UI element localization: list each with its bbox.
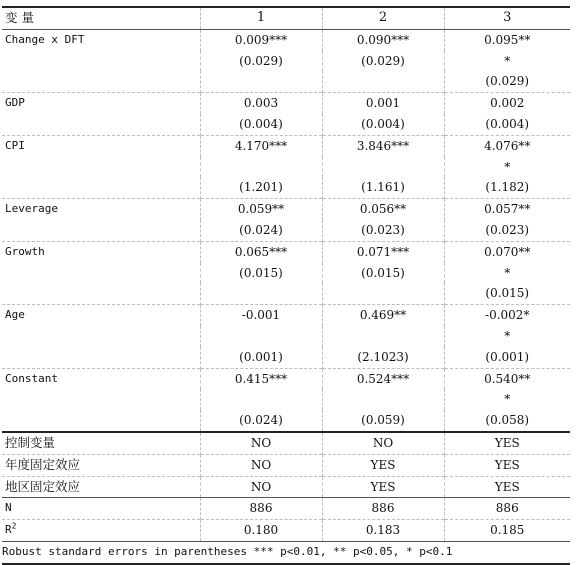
coef-cell: -0.001 bbox=[200, 305, 322, 326]
coef-cell: (0.004) bbox=[322, 114, 444, 135]
table-row bbox=[2, 29, 570, 50]
control-cell: YES bbox=[322, 476, 444, 498]
coef-cell: 0.524*** bbox=[322, 368, 444, 389]
variable-label-blank bbox=[2, 177, 200, 198]
control-cell: NO bbox=[200, 476, 322, 498]
coef-cell: 0.002 bbox=[444, 93, 570, 114]
variable-label-blank bbox=[2, 114, 200, 135]
coef-cell: 0.056** bbox=[322, 199, 444, 220]
coef-cell: 4.170*** bbox=[200, 135, 322, 156]
coef-cell: 0.090*** bbox=[322, 29, 444, 50]
coef-cell: 0.065*** bbox=[200, 241, 322, 262]
coef-cell: (0.058) bbox=[444, 410, 570, 432]
coef-cell: (0.059) bbox=[322, 410, 444, 432]
header-col-1: 1 bbox=[200, 7, 322, 29]
variable-label-blank bbox=[2, 263, 200, 284]
table-row bbox=[2, 199, 570, 220]
coef-cell: 0.469** bbox=[322, 305, 444, 326]
coef-cell: (0.001) bbox=[200, 347, 322, 368]
coef-cell: (0.023) bbox=[322, 220, 444, 241]
stat-row bbox=[2, 520, 570, 542]
coef-cell: 0.540** bbox=[444, 368, 570, 389]
coef-cell: (1.161) bbox=[322, 177, 444, 198]
coef-cell: (0.015) bbox=[322, 263, 444, 284]
coef-cell: 0.059** bbox=[200, 199, 322, 220]
variable-label: Growth bbox=[2, 241, 200, 262]
control-cell: NO bbox=[322, 432, 444, 454]
stat-label-superscript: 2 bbox=[11, 521, 17, 531]
table-row bbox=[2, 326, 570, 347]
variable-label: Leverage bbox=[2, 199, 200, 220]
variable-label-blank bbox=[2, 157, 200, 178]
stat-cell: 886 bbox=[444, 498, 570, 520]
table-row bbox=[2, 241, 570, 262]
stat-cell: 0.180 bbox=[200, 520, 322, 542]
control-row bbox=[2, 454, 570, 476]
coef-cell: * bbox=[444, 263, 570, 284]
coef-cell bbox=[200, 326, 322, 347]
variable-label-blank bbox=[2, 71, 200, 92]
coef-cell: 0.057** bbox=[444, 199, 570, 220]
table-row bbox=[2, 410, 570, 432]
control-row bbox=[2, 432, 570, 454]
control-cell: NO bbox=[200, 432, 322, 454]
coef-cell bbox=[200, 157, 322, 178]
table-note: Robust standard errors in parentheses *** p<0.01, ** p<0.05, * p<0.1 bbox=[2, 541, 570, 563]
coef-cell: (1.201) bbox=[200, 177, 322, 198]
control-cell: YES bbox=[444, 454, 570, 476]
coef-cell: -0.002* bbox=[444, 305, 570, 326]
stat-cell: 886 bbox=[200, 498, 322, 520]
coef-cell bbox=[322, 283, 444, 304]
coef-cell: (0.024) bbox=[200, 410, 322, 432]
variable-label-blank bbox=[2, 389, 200, 410]
coef-cell: (1.182) bbox=[444, 177, 570, 198]
stat-label-cell bbox=[2, 520, 200, 542]
coef-cell: 0.071*** bbox=[322, 241, 444, 262]
variable-label: GDP bbox=[2, 93, 200, 114]
variable-label-blank bbox=[2, 51, 200, 72]
coef-cell: (0.024) bbox=[200, 220, 322, 241]
table-row bbox=[2, 347, 570, 368]
variable-label: CPI bbox=[2, 135, 200, 156]
table-row bbox=[2, 263, 570, 284]
coef-cell bbox=[322, 71, 444, 92]
variable-label-blank bbox=[2, 220, 200, 241]
coef-cell bbox=[200, 389, 322, 410]
coef-cell bbox=[322, 157, 444, 178]
table-row bbox=[2, 389, 570, 410]
stat-cell: 0.185 bbox=[444, 520, 570, 542]
control-label: 年度固定效应 bbox=[2, 454, 200, 476]
coef-cell bbox=[322, 389, 444, 410]
variable-label: Age bbox=[2, 305, 200, 326]
coef-cell bbox=[200, 71, 322, 92]
table-row bbox=[2, 71, 570, 92]
coef-cell: * bbox=[444, 389, 570, 410]
control-cell: YES bbox=[322, 454, 444, 476]
control-cell: YES bbox=[444, 476, 570, 498]
coef-cell: 0.095** bbox=[444, 29, 570, 50]
coef-cell: (0.015) bbox=[200, 263, 322, 284]
stat-cell: 0.183 bbox=[322, 520, 444, 542]
coef-cell: * bbox=[444, 157, 570, 178]
coef-cell: 4.076** bbox=[444, 135, 570, 156]
table-body bbox=[2, 7, 570, 564]
table-row bbox=[2, 135, 570, 156]
stat-cell: 886 bbox=[322, 498, 444, 520]
regression-table bbox=[2, 6, 570, 565]
coef-cell: 0.001 bbox=[322, 93, 444, 114]
coef-cell: (0.029) bbox=[200, 51, 322, 72]
coef-cell: (0.001) bbox=[444, 347, 570, 368]
header-col-2: 2 bbox=[322, 7, 444, 29]
coef-cell: 0.415*** bbox=[200, 368, 322, 389]
variable-label-blank bbox=[2, 410, 200, 432]
variable-label: Constant bbox=[2, 368, 200, 389]
table-row bbox=[2, 305, 570, 326]
coef-cell: (0.029) bbox=[322, 51, 444, 72]
variable-label-blank bbox=[2, 283, 200, 304]
control-label: 地区固定效应 bbox=[2, 476, 200, 498]
control-cell: YES bbox=[444, 432, 570, 454]
table-row bbox=[2, 51, 570, 72]
table-row bbox=[2, 283, 570, 304]
coef-cell: (0.004) bbox=[444, 114, 570, 135]
header-variable: 变 量 bbox=[2, 7, 200, 29]
coef-cell bbox=[322, 326, 444, 347]
variable-label: Change x DFT bbox=[5, 32, 85, 46]
control-row bbox=[2, 476, 570, 498]
coef-cell: 0.070** bbox=[444, 241, 570, 262]
coef-cell: * bbox=[444, 326, 570, 347]
stat-label: R bbox=[5, 523, 12, 537]
control-label: 控制变量 bbox=[2, 432, 200, 454]
stat-label: N bbox=[5, 501, 12, 515]
coef-cell: 3.846*** bbox=[322, 135, 444, 156]
table-row bbox=[2, 93, 570, 114]
stat-row bbox=[2, 498, 570, 520]
table-row bbox=[2, 114, 570, 135]
coef-cell: 0.009*** bbox=[200, 29, 322, 50]
coef-cell: 0.003 bbox=[200, 93, 322, 114]
header-col-3: 3 bbox=[444, 7, 570, 29]
variable-label-blank bbox=[2, 347, 200, 368]
table-row bbox=[2, 220, 570, 241]
control-cell: NO bbox=[200, 454, 322, 476]
coef-cell: * bbox=[444, 51, 570, 72]
table-row bbox=[2, 157, 570, 178]
coef-cell: (0.023) bbox=[444, 220, 570, 241]
table-row bbox=[2, 368, 570, 389]
coef-cell: (0.029) bbox=[444, 71, 570, 92]
note-row bbox=[2, 541, 570, 563]
header-row bbox=[2, 7, 570, 29]
coef-cell: (0.004) bbox=[200, 114, 322, 135]
coef-cell bbox=[200, 283, 322, 304]
coef-cell: (2.1023) bbox=[322, 347, 444, 368]
table-row bbox=[2, 177, 570, 198]
variable-label-blank bbox=[2, 326, 200, 347]
stat-label-cell bbox=[2, 498, 200, 520]
coef-cell: (0.015) bbox=[444, 283, 570, 304]
